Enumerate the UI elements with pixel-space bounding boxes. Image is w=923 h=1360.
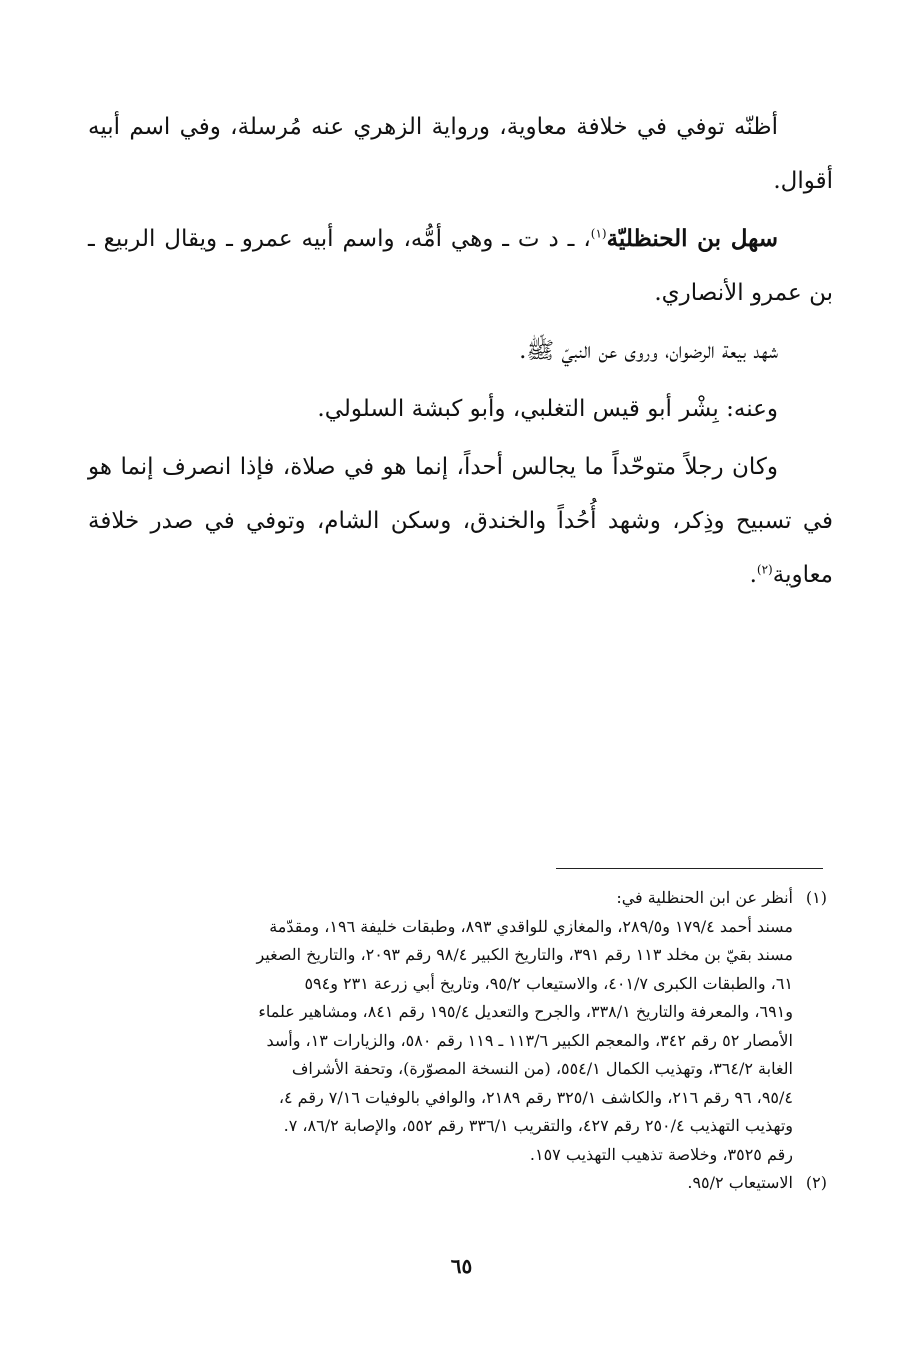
footnote-1-line: أنظر عن ابن الحنظلية في:	[616, 888, 793, 907]
footnote-1-line: مسند بقيّ بن مخلد ١١٣ رقم ٣٩١، والتاريخ الكبير ٩٨/٤ رقم ٢٠٩٣، والتاريخ الصغير	[256, 945, 793, 964]
entry-heading: سهل بن الحنظليّة	[606, 225, 778, 252]
paragraph-3-text: شهد بيعة الرضوان، وروى عن النبيّ ﷺ.	[519, 338, 778, 364]
page-number: ٦٥	[450, 1254, 473, 1278]
paragraph-5-text: وكان رجلاً متوحّداً ما يجالس أحداً، إنما هو في صلاة، فإذا انصرف إنما هو في تسبيح وذِكر، وشهد أُحُداً والخندق، وسكن الشام، وتوفي في صدر خلافة معاوية	[88, 454, 833, 588]
paragraph-3	[88, 324, 833, 378]
paragraph-5-end: .	[749, 562, 757, 588]
footnote-2-number: (٢)	[805, 1173, 827, 1192]
footnote-ref-2[interactable]: (٢)	[756, 562, 773, 577]
footnote-2-text: الاستيعاب ٩٥/٢.	[687, 1173, 793, 1192]
paragraph-1-text: أظنّه توفي في خلافة معاوية، ورواية الزهري عنه مُرسلة، وفي اسم أبيه أقوال.	[88, 114, 833, 194]
footnote-2-body	[97, 1169, 793, 1198]
footnotes	[97, 884, 827, 1198]
footnote-1-number: (١)	[805, 888, 827, 907]
paragraph-2-text: ، ـ د ت ـ وهي أمُّه، واسم أبيه عمرو ـ ويقال الربيع ـ بن عمرو الأنصاري.	[88, 226, 833, 306]
footnote-1-line: مسند أحمد ١٧٩/٤ و٢٨٩/٥، والمغازي للواقدي ٨٩٣، وطبقات خليفة ١٩٦، ومقدّمة	[269, 916, 793, 936]
paragraph-1	[88, 100, 833, 208]
paragraph-5	[88, 440, 833, 602]
footnote-separator	[556, 868, 823, 869]
footnote-1-line: و٦٩١، والمعرفة والتاريخ ٣٣٨/١، والجرح والتعديل ١٩٥/٤ رقم ٨٤١، ومشاهير علماء	[258, 1002, 793, 1021]
footnote-ref-1[interactable]: (١)	[590, 226, 607, 241]
footnote-1-body	[97, 884, 793, 1169]
footnote-1	[97, 884, 827, 1169]
footnote-1-line: الأمصار ٥٢ رقم ٣٤٢، والمعجم الكبير ١١٣/٦ ـ ١١٩ رقم ٥٨٠، والزيارات ١٣، وأسد	[266, 1030, 793, 1050]
paragraph-4-text: وعنه: بِشْر أبو قيس التغلبي، وأبو كبشة السلولي.	[317, 396, 778, 422]
paragraph-2	[88, 212, 833, 320]
footnote-1-line: ٩٥/٤، ٩٦ رقم ٢١٦، والكاشف ٣٢٥/١ رقم ٢١٨٩، والوافي بالوفيات ٧/١٦ رقم ٤،	[278, 1087, 793, 1107]
footnote-2	[97, 1169, 827, 1198]
footnote-1-line: رقم ٣٥٢٥، وخلاصة تذهيب التهذيب ١٥٧.	[529, 1144, 793, 1164]
footnote-1-line: ٦١، والطبقات الكبرى ٤٠١/٧، والاستيعاب ٩٥/٢، وتاريخ أبي زرعة ٢٣١ و٥٩٤	[304, 973, 793, 993]
footnote-1-line: الغابة ٣٦٤/٢، وتهذيب الكمال ٥٥٤/١، (من النسخة المصوّرة)، وتحفة الأشراف	[291, 1059, 793, 1078]
main-text	[88, 100, 833, 602]
paragraph-4	[88, 382, 833, 436]
footnote-1-line: وتهذيب التهذيب ٢٥٠/٤ رقم ٤٢٧، والتقريب ٣٣٦/١ رقم ٥٥٢، والإصابة ٨٦/٢، ٧.	[283, 1116, 793, 1135]
